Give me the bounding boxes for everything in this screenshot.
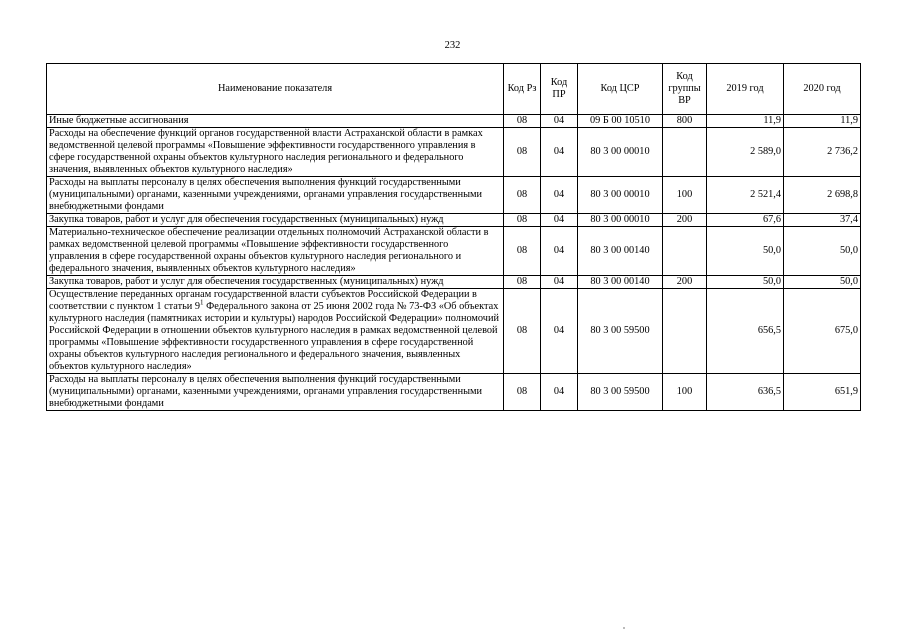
row-name: Материально-техническое обеспечение реализации отдельных полномочий Астраханской области в рамках ведомственной целевой программы «Повышение эффективности государственного управления в сфере государственной охраны объектов культурного наследия регионального и федерального значения, выявленных объектов культурного наследия» [47, 227, 504, 276]
table-row [47, 214, 861, 227]
row-name: Расходы на обеспечение функций органов государственной власти Астраханской области в рамках ведомственной целевой программы «Повышение эффективности государственного управления в сфере государственной охраны объектов культурного наследия регионального и федерального значения, выявленных объектов культурного наследия» [47, 128, 504, 177]
row-name: Расходы на выплаты персоналу в целях обеспечения выполнения функций государственными (муниципальными) органами, казенными учреждениями, органами управления государственными внебюджетными фондами [47, 374, 504, 411]
row-2020: 2 698,8 [784, 177, 861, 214]
budget-table [46, 63, 861, 411]
header-pr: Код ПР [541, 64, 578, 115]
header-row [47, 64, 861, 115]
row-2019: 656,5 [707, 289, 784, 374]
row-2020: 50,0 [784, 227, 861, 276]
row-csr: 80 3 00 00010 [578, 177, 663, 214]
row-name-superscript: 1 [200, 298, 204, 307]
row-2019: 67,6 [707, 214, 784, 227]
row-name-text: Осуществление переданных органам государственной власти субъектов Российской Федерации в соответствии с пунктом 1 статьи 9 [49, 289, 477, 312]
row-vr: 200 [663, 276, 707, 289]
row-2019: 636,5 [707, 374, 784, 411]
row-pr: 04 [541, 289, 578, 374]
row-name: Закупка товаров, работ и услуг для обеспечения государственных (муниципальных) нужд [47, 214, 504, 227]
table-row [47, 177, 861, 214]
row-vr: 800 [663, 115, 707, 128]
header-name: Наименование показателя [47, 64, 504, 115]
row-rz: 08 [504, 177, 541, 214]
row-csr: 80 3 00 00010 [578, 214, 663, 227]
row-vr: 100 [663, 374, 707, 411]
row-name: Расходы на выплаты персоналу в целях обеспечения выполнения функций государственными (муниципальными) органами, казенными учреждениями, органами управления государственными внебюджетными фондами [47, 177, 504, 214]
header-2019: 2019 год [707, 64, 784, 115]
row-vr [663, 128, 707, 177]
row-rz: 08 [504, 227, 541, 276]
row-rz: 08 [504, 289, 541, 374]
row-2020: 50,0 [784, 276, 861, 289]
row-pr: 04 [541, 128, 578, 177]
row-pr: 04 [541, 374, 578, 411]
row-name: Закупка товаров, работ и услуг для обеспечения государственных (муниципальных) нужд [47, 276, 504, 289]
header-rz: Код Рз [504, 64, 541, 115]
table-row [47, 115, 861, 128]
row-2020: 2 736,2 [784, 128, 861, 177]
row-rz: 08 [504, 128, 541, 177]
row-2020: 37,4 [784, 214, 861, 227]
row-vr [663, 227, 707, 276]
row-2020: 675,0 [784, 289, 861, 374]
table-row [47, 374, 861, 411]
scan-speck [623, 627, 625, 629]
row-csr: 80 3 00 59500 [578, 289, 663, 374]
row-rz: 08 [504, 214, 541, 227]
table-row [47, 128, 861, 177]
header-2020: 2020 год [784, 64, 861, 115]
row-name: Иные бюджетные ассигнования [47, 115, 504, 128]
row-rz: 08 [504, 374, 541, 411]
row-2019: 2 521,4 [707, 177, 784, 214]
row-pr: 04 [541, 227, 578, 276]
row-pr: 04 [541, 115, 578, 128]
row-2019: 11,9 [707, 115, 784, 128]
page-number: 232 [444, 40, 461, 51]
header-csr: Код ЦСР [578, 64, 663, 115]
row-rz: 08 [504, 276, 541, 289]
row-2020: 11,9 [784, 115, 861, 128]
row-2019: 50,0 [707, 227, 784, 276]
row-csr: 80 3 00 00010 [578, 128, 663, 177]
row-vr: 200 [663, 214, 707, 227]
row-name-text-continued: Федерального закона от 25 июня 2002 года № 73-ФЗ «Об объектах культурного наследия (памятниках истории и культуры) народов Российской Федерации» полномочий Российской Федерации в отношении объектов культурного наследия в рамках ведомственной целевой программы «Повышение эффективности государственного управления в сфере государственной охраны объектов культурного наследия регионального и федерального значения, выявленных объектов культурного наследия» [49, 301, 500, 372]
row-2019: 2 589,0 [707, 128, 784, 177]
row-2019: 50,0 [707, 276, 784, 289]
row-name [47, 289, 504, 374]
row-2020: 651,9 [784, 374, 861, 411]
table-row [47, 227, 861, 276]
row-vr [663, 289, 707, 374]
header-vr: Код группы ВР [663, 64, 707, 115]
row-csr: 80 3 00 00140 [578, 227, 663, 276]
table-row [47, 289, 861, 374]
row-vr: 100 [663, 177, 707, 214]
row-pr: 04 [541, 214, 578, 227]
row-csr: 09 Б 00 10510 [578, 115, 663, 128]
table-row [47, 276, 861, 289]
row-csr: 80 3 00 59500 [578, 374, 663, 411]
row-pr: 04 [541, 276, 578, 289]
row-csr: 80 3 00 00140 [578, 276, 663, 289]
row-rz: 08 [504, 115, 541, 128]
row-pr: 04 [541, 177, 578, 214]
